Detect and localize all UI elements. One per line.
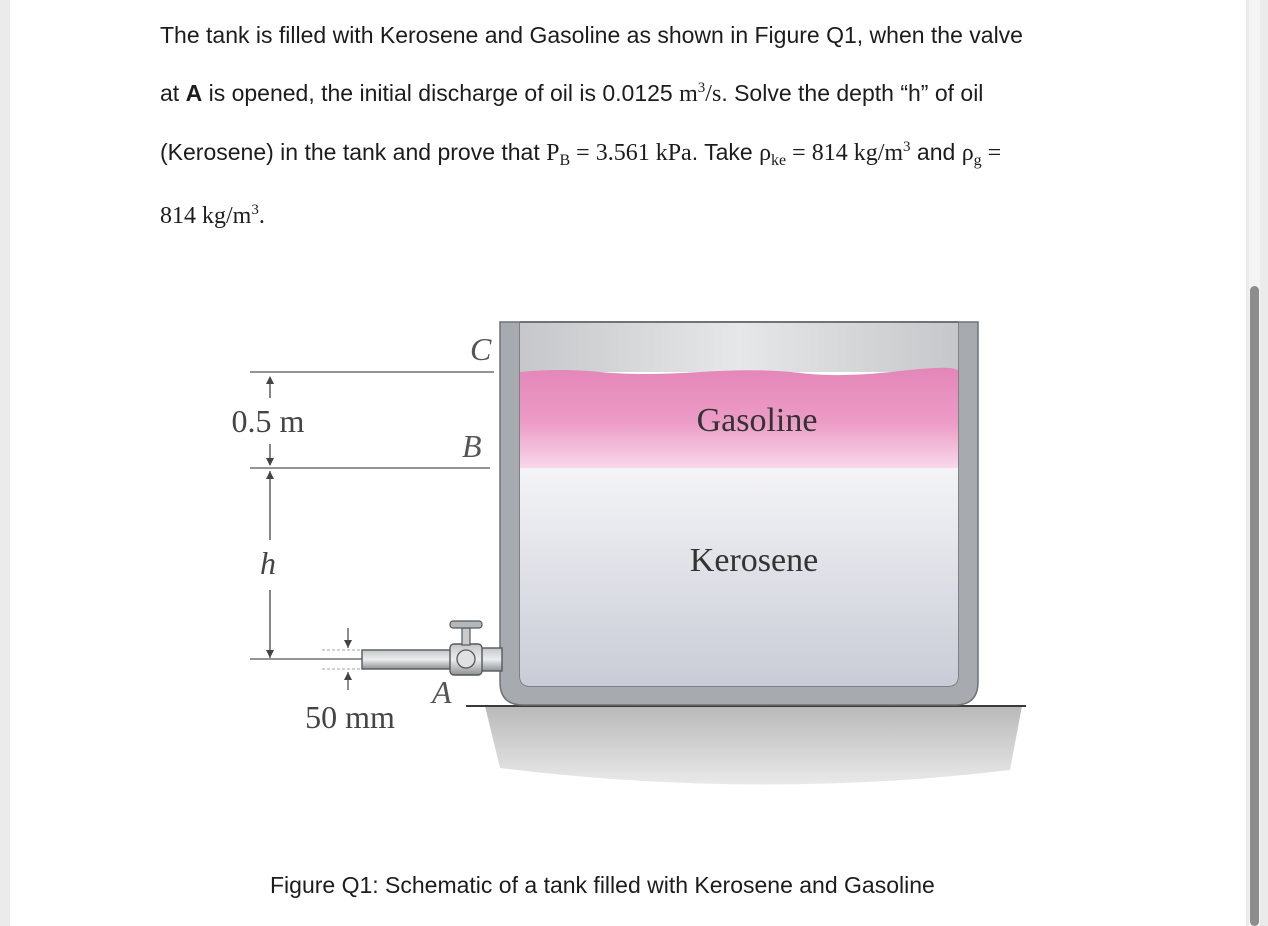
text-segment: at [160, 80, 186, 106]
arrowhead-icon [266, 458, 274, 466]
dim-pipe-label: 50 mm [305, 699, 395, 735]
outlet-pipe [362, 650, 452, 669]
arrowhead-icon [344, 672, 352, 680]
text-segment: and [910, 139, 962, 165]
valve-handle-icon [450, 621, 482, 628]
arrowhead-icon [266, 471, 274, 479]
rho-symbol-g: ρ [961, 140, 974, 166]
unit-per-second: /s [705, 81, 722, 107]
arrowhead-icon [266, 650, 274, 658]
point-a-label: A [432, 674, 452, 710]
density-exponent: 3 [251, 202, 259, 218]
pressure-symbol: P [546, 140, 560, 166]
pressure-subscript: B [559, 152, 571, 169]
pipe-flange [480, 648, 502, 671]
dim-gasoline-label: 0.5 m [231, 403, 305, 439]
rho-g-subscript: g [973, 152, 982, 169]
arrowhead-icon [266, 376, 274, 384]
point-c-label: C [470, 331, 492, 367]
air-space [520, 322, 958, 372]
figure-caption: Figure Q1: Schematic of a tank filled with Kerosene and Gasoline [270, 872, 935, 898]
point-b-label: B [462, 428, 482, 464]
dim-h-label: h [260, 545, 276, 581]
text-segment: (Kerosene) in the tank and prove that [160, 139, 547, 165]
gasoline-label: Gasoline [696, 402, 818, 439]
rho-ke-subscript: ke [771, 152, 787, 169]
density-exponent: 3 [903, 139, 911, 155]
ground-surface [485, 706, 1022, 785]
text-segment: . Solve the depth “h” of oil [721, 80, 984, 106]
valve-stem [462, 628, 470, 645]
kerosene-label: Kerosene [689, 542, 819, 579]
rho-g-value: 814 kg/m [160, 203, 252, 229]
question-line-1: The tank is filled with Kerosene and Gasoline as shown in Figure Q1, when the valve [160, 22, 1023, 48]
unit-m: m [679, 81, 698, 107]
pressure-value: = 3.561 kPa [570, 140, 692, 166]
valve-bonnet [457, 650, 475, 668]
unit-exponent: 3 [697, 80, 706, 96]
valve-label: A [185, 80, 203, 106]
equals-sign: = [981, 140, 1002, 166]
rho-ke-value: = 814 kg/m [786, 140, 904, 166]
rho-symbol: ρ [759, 140, 772, 166]
period: . [258, 203, 265, 229]
text-segment: . Take [691, 139, 760, 165]
arrowhead-icon [344, 640, 352, 648]
text-segment: is opened, the initial discharge of oil is 0.0125 [202, 80, 680, 106]
